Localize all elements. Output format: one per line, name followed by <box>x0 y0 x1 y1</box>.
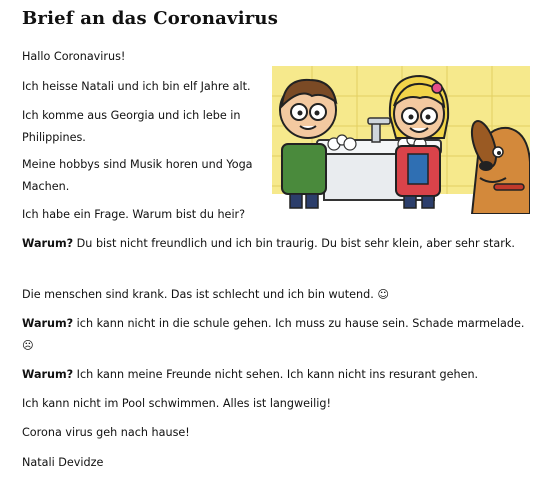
sick-line: Die menschen sind krank. Das ist schlecht und ich bin wutend. ☺ <box>22 288 389 301</box>
gohome-line: Corona virus geh nach hause! <box>22 426 190 439</box>
handwashing-illustration <box>272 66 530 214</box>
hobbies-line: Meine hobbys sind Musik horen und Yoga Machen. <box>22 158 253 193</box>
warum-label: Warum? <box>22 317 74 330</box>
warum-paragraph-1 <box>22 233 527 255</box>
warum-label: Warum? <box>22 237 74 250</box>
signature-line: Natali Devidze <box>22 456 104 469</box>
warum-text: ich kann nicht in die schule gehen. Ich muss zu hause sein. Schade marmelade. ☹ <box>22 317 525 352</box>
warum-text: Du bist nicht freundlich und ich bin traurig. Du bist sehr klein, aber sehr stark. <box>73 237 515 250</box>
greeting-line: Hallo Coronavirus! <box>22 50 126 63</box>
warum-label: Warum? <box>22 368 74 381</box>
page-title: Brief an das Coronavirus <box>22 8 279 29</box>
warum-paragraph-2 <box>22 313 527 357</box>
origin-line: Ich komme aus Georgia und ich lebe in Philippines. <box>22 109 241 144</box>
pool-line: Ich kann nicht im Pool schwimmen. Alles ist langweilig! <box>22 397 331 410</box>
question-line: Ich habe ein Frage. Warum bist du heir? <box>22 208 246 221</box>
warum-text: Ich kann meine Freunde nicht sehen. Ich kann nicht ins resurant gehen. <box>73 368 479 381</box>
warum-paragraph-3 <box>22 364 478 386</box>
name-line: Ich heisse Natali und ich bin elf Jahre alt. <box>22 80 251 93</box>
